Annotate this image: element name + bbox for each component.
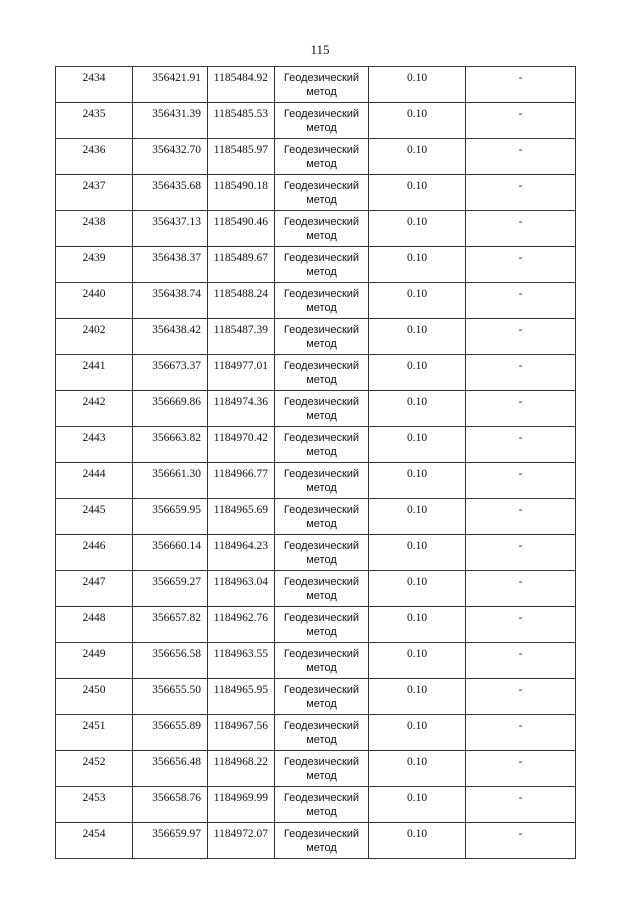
y-coordinate-cell <box>208 283 275 319</box>
point-number-cell-text: 2435 <box>82 108 106 120</box>
point-number-cell-text: 2438 <box>82 216 106 228</box>
page-number: 115 <box>310 42 330 57</box>
y-coordinate-cell-text: 1184968.22 <box>213 756 268 768</box>
method-cell-text: Геодезический метод <box>283 648 360 674</box>
point-number-cell <box>56 139 133 175</box>
method-cell-text: Геодезический метод <box>283 360 360 386</box>
accuracy-cell-text: 0.10 <box>406 576 428 588</box>
x-coordinate-cell <box>133 355 208 391</box>
y-coordinate-cell-text: 1184966.77 <box>213 468 268 480</box>
y-coordinate-cell-text: 1184969.99 <box>213 792 268 804</box>
accuracy-cell <box>369 283 466 319</box>
x-coordinate-cell-text: 356658.76 <box>152 792 201 804</box>
method-cell-text: Геодезический метод <box>283 144 360 170</box>
accuracy-cell <box>369 211 466 247</box>
method-cell-text: Геодезический метод <box>283 828 360 854</box>
note-cell-text: - <box>518 504 523 516</box>
x-coordinate-cell-text: 356659.27 <box>152 576 201 588</box>
table-row <box>56 283 576 319</box>
note-cell <box>466 679 576 715</box>
y-coordinate-cell-text: 1184965.95 <box>213 684 268 696</box>
note-cell <box>466 643 576 679</box>
method-cell-text: Геодезический метод <box>283 792 360 818</box>
point-number-cell-text: 2445 <box>82 504 106 516</box>
note-cell <box>466 787 576 823</box>
note-cell <box>466 355 576 391</box>
y-coordinate-cell-text: 1185485.97 <box>213 144 268 156</box>
note-cell <box>466 67 576 103</box>
point-number-cell-text: 2446 <box>82 540 106 552</box>
method-cell <box>275 607 369 643</box>
x-coordinate-cell <box>133 463 208 499</box>
x-coordinate-cell-text: 356435.68 <box>152 180 201 192</box>
accuracy-cell-text: 0.10 <box>406 792 428 804</box>
y-coordinate-cell <box>208 787 275 823</box>
method-cell-text: Геодезический метод <box>283 504 360 530</box>
table-body <box>56 67 576 859</box>
note-cell <box>466 571 576 607</box>
x-coordinate-cell <box>133 427 208 463</box>
note-cell <box>466 175 576 211</box>
table-row <box>56 175 576 211</box>
y-coordinate-cell <box>208 607 275 643</box>
x-coordinate-cell-text: 356431.39 <box>152 108 201 120</box>
note-cell-text: - <box>518 108 523 120</box>
note-cell-text: - <box>518 684 523 696</box>
accuracy-cell-text: 0.10 <box>406 612 428 624</box>
point-number-cell-text: 2402 <box>82 324 106 336</box>
table-row <box>56 751 576 787</box>
method-cell-text: Геодезический метод <box>283 432 360 458</box>
y-coordinate-cell-text: 1185487.39 <box>213 324 268 336</box>
y-coordinate-cell <box>208 319 275 355</box>
method-cell <box>275 571 369 607</box>
table-row <box>56 787 576 823</box>
accuracy-cell-text: 0.10 <box>406 324 428 336</box>
note-cell-text: - <box>518 612 523 624</box>
y-coordinate-cell <box>208 751 275 787</box>
y-coordinate-cell-text: 1184964.23 <box>213 540 268 552</box>
accuracy-cell <box>369 751 466 787</box>
table-row <box>56 139 576 175</box>
accuracy-cell <box>369 787 466 823</box>
method-cell-text: Геодезический метод <box>283 216 360 242</box>
accuracy-cell <box>369 499 466 535</box>
accuracy-cell <box>369 175 466 211</box>
note-cell-text: - <box>518 468 523 480</box>
point-number-cell <box>56 787 133 823</box>
y-coordinate-cell <box>208 211 275 247</box>
method-cell <box>275 535 369 571</box>
y-coordinate-cell-text: 1185489.67 <box>213 252 268 264</box>
y-coordinate-cell-text: 1185490.46 <box>213 216 268 228</box>
point-number-cell <box>56 463 133 499</box>
note-cell <box>466 139 576 175</box>
note-cell-text: - <box>518 360 523 372</box>
method-cell <box>275 427 369 463</box>
coordinates-table <box>55 66 576 859</box>
accuracy-cell <box>369 67 466 103</box>
method-cell <box>275 103 369 139</box>
note-cell-text: - <box>518 828 523 840</box>
y-coordinate-cell-text: 1185484.92 <box>213 72 268 84</box>
method-cell <box>275 211 369 247</box>
accuracy-cell-text: 0.10 <box>406 180 428 192</box>
y-coordinate-cell <box>208 715 275 751</box>
x-coordinate-cell-text: 356437.13 <box>152 216 201 228</box>
point-number-cell-text: 2448 <box>82 612 106 624</box>
accuracy-cell-text: 0.10 <box>406 504 428 516</box>
table-row <box>56 823 576 859</box>
x-coordinate-cell <box>133 607 208 643</box>
table-row <box>56 715 576 751</box>
x-coordinate-cell-text: 356659.95 <box>152 504 201 516</box>
accuracy-cell-text: 0.10 <box>406 144 428 156</box>
point-number-cell <box>56 751 133 787</box>
point-number-cell <box>56 607 133 643</box>
y-coordinate-cell <box>208 535 275 571</box>
x-coordinate-cell-text: 356438.37 <box>152 252 201 264</box>
note-cell-text: - <box>518 396 523 408</box>
table-row <box>56 355 576 391</box>
note-cell-text: - <box>518 792 523 804</box>
accuracy-cell <box>369 139 466 175</box>
method-cell <box>275 319 369 355</box>
y-coordinate-cell-text: 1185490.18 <box>213 180 268 192</box>
note-cell <box>466 535 576 571</box>
note-cell <box>466 607 576 643</box>
point-number-cell-text: 2452 <box>82 756 106 768</box>
accuracy-cell-text: 0.10 <box>406 468 428 480</box>
x-coordinate-cell-text: 356663.82 <box>152 432 201 444</box>
x-coordinate-cell-text: 356659.97 <box>152 828 201 840</box>
table-row <box>56 391 576 427</box>
y-coordinate-cell <box>208 103 275 139</box>
note-cell-text: - <box>518 540 523 552</box>
note-cell <box>466 319 576 355</box>
accuracy-cell <box>369 535 466 571</box>
accuracy-cell <box>369 247 466 283</box>
method-cell <box>275 499 369 535</box>
note-cell-text: - <box>518 288 523 300</box>
accuracy-cell <box>369 823 466 859</box>
point-number-cell <box>56 391 133 427</box>
note-cell <box>466 463 576 499</box>
y-coordinate-cell <box>208 247 275 283</box>
accuracy-cell <box>369 427 466 463</box>
method-cell <box>275 391 369 427</box>
y-coordinate-cell-text: 1184965.69 <box>213 504 268 516</box>
y-coordinate-cell <box>208 571 275 607</box>
x-coordinate-cell <box>133 715 208 751</box>
x-coordinate-cell <box>133 679 208 715</box>
note-cell-text: - <box>518 144 523 156</box>
y-coordinate-cell <box>208 139 275 175</box>
x-coordinate-cell <box>133 283 208 319</box>
point-number-cell-text: 2441 <box>82 360 106 372</box>
accuracy-cell-text: 0.10 <box>406 396 428 408</box>
x-coordinate-cell-text: 356656.48 <box>152 756 201 768</box>
x-coordinate-cell <box>133 175 208 211</box>
method-cell-text: Геодезический метод <box>283 180 360 206</box>
accuracy-cell <box>369 643 466 679</box>
x-coordinate-cell <box>133 535 208 571</box>
accuracy-cell <box>369 607 466 643</box>
table-row <box>56 643 576 679</box>
y-coordinate-cell <box>208 355 275 391</box>
table-row <box>56 607 576 643</box>
method-cell <box>275 139 369 175</box>
point-number-cell <box>56 427 133 463</box>
x-coordinate-cell-text: 356657.82 <box>152 612 201 624</box>
note-cell <box>466 499 576 535</box>
accuracy-cell-text: 0.10 <box>406 756 428 768</box>
y-coordinate-cell <box>208 499 275 535</box>
method-cell <box>275 247 369 283</box>
accuracy-cell-text: 0.10 <box>406 540 428 552</box>
accuracy-cell <box>369 679 466 715</box>
accuracy-cell-text: 0.10 <box>406 288 428 300</box>
x-coordinate-cell-text: 356655.50 <box>152 684 201 696</box>
table-row <box>56 571 576 607</box>
point-number-cell-text: 2451 <box>82 720 106 732</box>
y-coordinate-cell <box>208 643 275 679</box>
method-cell <box>275 751 369 787</box>
x-coordinate-cell <box>133 211 208 247</box>
x-coordinate-cell <box>133 391 208 427</box>
accuracy-cell-text: 0.10 <box>406 684 428 696</box>
point-number-cell-text: 2436 <box>82 144 106 156</box>
y-coordinate-cell <box>208 67 275 103</box>
x-coordinate-cell <box>133 67 208 103</box>
method-cell <box>275 643 369 679</box>
y-coordinate-cell-text: 1184970.42 <box>213 432 268 444</box>
point-number-cell <box>56 679 133 715</box>
point-number-cell-text: 2443 <box>82 432 106 444</box>
y-coordinate-cell-text: 1185488.24 <box>213 288 268 300</box>
point-number-cell <box>56 499 133 535</box>
accuracy-cell <box>369 571 466 607</box>
x-coordinate-cell <box>133 103 208 139</box>
y-coordinate-cell-text: 1184963.04 <box>213 576 268 588</box>
point-number-cell-text: 2442 <box>82 396 106 408</box>
x-coordinate-cell <box>133 499 208 535</box>
x-coordinate-cell <box>133 319 208 355</box>
method-cell <box>275 679 369 715</box>
method-cell-text: Геодезический метод <box>283 612 360 638</box>
note-cell <box>466 823 576 859</box>
note-cell-text: - <box>518 576 523 588</box>
y-coordinate-cell <box>208 175 275 211</box>
method-cell-text: Геодезический метод <box>283 468 360 494</box>
point-number-cell <box>56 247 133 283</box>
accuracy-cell-text: 0.10 <box>406 648 428 660</box>
point-number-cell <box>56 283 133 319</box>
note-cell-text: - <box>518 180 523 192</box>
method-cell <box>275 715 369 751</box>
note-cell-text: - <box>518 324 523 336</box>
accuracy-cell-text: 0.10 <box>406 72 428 84</box>
method-cell-text: Геодезический метод <box>283 72 360 98</box>
point-number-cell-text: 2440 <box>82 288 106 300</box>
y-coordinate-cell <box>208 463 275 499</box>
y-coordinate-cell-text: 1184974.36 <box>213 396 268 408</box>
note-cell <box>466 715 576 751</box>
note-cell <box>466 247 576 283</box>
y-coordinate-cell <box>208 391 275 427</box>
point-number-cell-text: 2453 <box>82 792 106 804</box>
y-coordinate-cell-text: 1184972.07 <box>213 828 268 840</box>
x-coordinate-cell-text: 356438.42 <box>152 324 201 336</box>
accuracy-cell <box>369 463 466 499</box>
x-coordinate-cell-text: 356661.30 <box>152 468 201 480</box>
note-cell-text: - <box>518 432 523 444</box>
y-coordinate-cell-text: 1184977.01 <box>213 360 268 372</box>
x-coordinate-cell-text: 356660.14 <box>152 540 201 552</box>
point-number-cell <box>56 67 133 103</box>
point-number-cell-text: 2434 <box>82 72 106 84</box>
x-coordinate-cell-text: 356673.37 <box>152 360 201 372</box>
note-cell-text: - <box>518 756 523 768</box>
note-cell-text: - <box>518 720 523 732</box>
method-cell-text: Геодезический метод <box>283 720 360 746</box>
note-cell <box>466 283 576 319</box>
accuracy-cell-text: 0.10 <box>406 432 428 444</box>
method-cell <box>275 67 369 103</box>
method-cell-text: Геодезический метод <box>283 288 360 314</box>
point-number-cell <box>56 715 133 751</box>
x-coordinate-cell <box>133 643 208 679</box>
point-number-cell-text: 2447 <box>82 576 106 588</box>
accuracy-cell-text: 0.10 <box>406 108 428 120</box>
method-cell <box>275 283 369 319</box>
method-cell-text: Геодезический метод <box>283 540 360 566</box>
method-cell <box>275 823 369 859</box>
point-number-cell <box>56 319 133 355</box>
method-cell-text: Геодезический метод <box>283 252 360 278</box>
note-cell-text: - <box>518 252 523 264</box>
x-coordinate-cell <box>133 823 208 859</box>
point-number-cell <box>56 103 133 139</box>
accuracy-cell <box>369 391 466 427</box>
method-cell-text: Геодезический метод <box>283 684 360 710</box>
note-cell-text: - <box>518 216 523 228</box>
y-coordinate-cell <box>208 823 275 859</box>
x-coordinate-cell-text: 356432.70 <box>152 144 201 156</box>
note-cell <box>466 751 576 787</box>
point-number-cell-text: 2444 <box>82 468 106 480</box>
point-number-cell-text: 2454 <box>82 828 106 840</box>
table-row <box>56 535 576 571</box>
table-row <box>56 247 576 283</box>
table-row <box>56 427 576 463</box>
accuracy-cell-text: 0.10 <box>406 252 428 264</box>
x-coordinate-cell-text: 356438.74 <box>152 288 201 300</box>
x-coordinate-cell-text: 356669.86 <box>152 396 201 408</box>
table-row <box>56 499 576 535</box>
x-coordinate-cell <box>133 751 208 787</box>
method-cell-text: Геодезический метод <box>283 324 360 350</box>
point-number-cell <box>56 355 133 391</box>
method-cell <box>275 787 369 823</box>
point-number-cell <box>56 535 133 571</box>
x-coordinate-cell-text: 356656.58 <box>152 648 201 660</box>
accuracy-cell-text: 0.10 <box>406 720 428 732</box>
y-coordinate-cell <box>208 427 275 463</box>
accuracy-cell <box>369 715 466 751</box>
y-coordinate-cell-text: 1185485.53 <box>213 108 268 120</box>
note-cell <box>466 427 576 463</box>
table-row <box>56 679 576 715</box>
point-number-cell-text: 2449 <box>82 648 106 660</box>
x-coordinate-cell <box>133 571 208 607</box>
x-coordinate-cell-text: 356421.91 <box>152 72 201 84</box>
method-cell-text: Геодезический метод <box>283 576 360 602</box>
method-cell <box>275 463 369 499</box>
method-cell <box>275 355 369 391</box>
note-cell <box>466 391 576 427</box>
accuracy-cell <box>369 103 466 139</box>
point-number-cell <box>56 571 133 607</box>
y-coordinate-cell-text: 1184962.76 <box>213 612 268 624</box>
x-coordinate-cell-text: 356655.89 <box>152 720 201 732</box>
y-coordinate-cell-text: 1184967.56 <box>213 720 268 732</box>
note-cell-text: - <box>518 72 523 84</box>
point-number-cell <box>56 175 133 211</box>
accuracy-cell-text: 0.10 <box>406 360 428 372</box>
y-coordinate-cell-text: 1184963.55 <box>213 648 268 660</box>
note-cell <box>466 211 576 247</box>
accuracy-cell-text: 0.10 <box>406 216 428 228</box>
table-row <box>56 211 576 247</box>
method-cell-text: Геодезический метод <box>283 108 360 134</box>
method-cell <box>275 175 369 211</box>
x-coordinate-cell <box>133 247 208 283</box>
y-coordinate-cell <box>208 679 275 715</box>
accuracy-cell <box>369 319 466 355</box>
point-number-cell-text: 2439 <box>82 252 106 264</box>
point-number-cell-text: 2450 <box>82 684 106 696</box>
point-number-cell <box>56 643 133 679</box>
method-cell-text: Геодезический метод <box>283 756 360 782</box>
note-cell-text: - <box>518 648 523 660</box>
point-number-cell <box>56 211 133 247</box>
method-cell-text: Геодезический метод <box>283 396 360 422</box>
table-row <box>56 319 576 355</box>
point-number-cell <box>56 823 133 859</box>
accuracy-cell <box>369 355 466 391</box>
x-coordinate-cell <box>133 139 208 175</box>
x-coordinate-cell <box>133 787 208 823</box>
point-number-cell-text: 2437 <box>82 180 106 192</box>
note-cell <box>466 103 576 139</box>
accuracy-cell-text: 0.10 <box>406 828 428 840</box>
table-row <box>56 67 576 103</box>
table-row <box>56 463 576 499</box>
table-row <box>56 103 576 139</box>
